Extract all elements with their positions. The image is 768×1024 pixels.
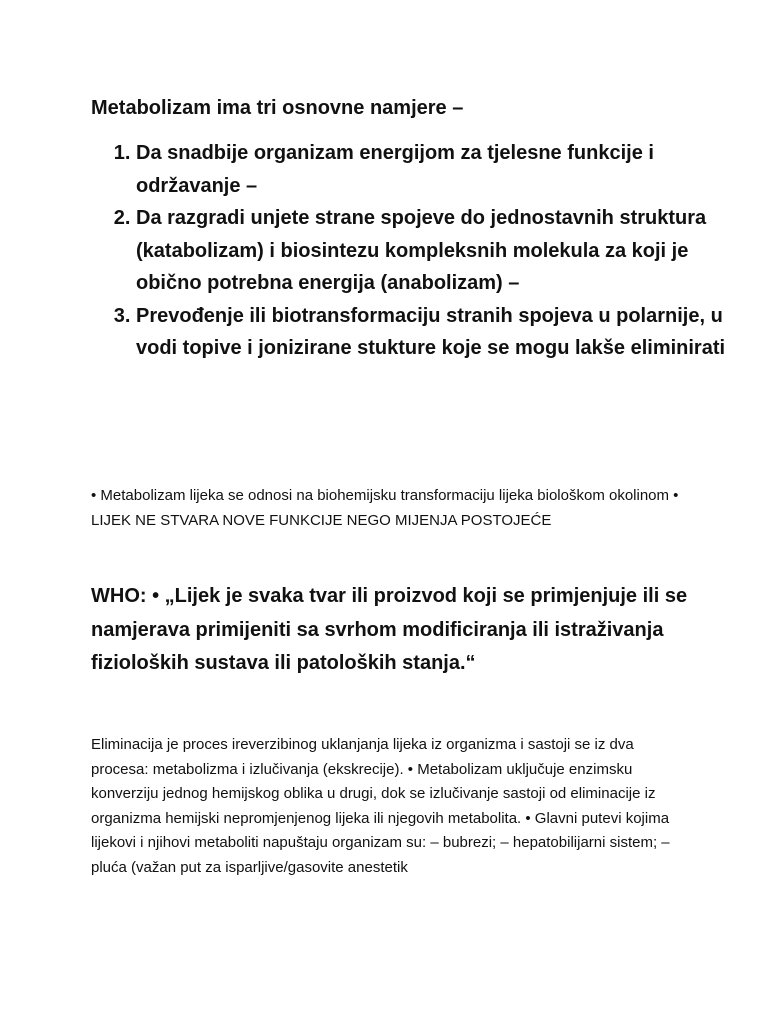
purposes-list: [91, 137, 736, 365]
elimination-paragraph: Eliminacija je proces ireverzibinog uklanjanja lijeka iz organizma i sastoji se iz dva procesa: metabolizma i izlučivanja (ekskrecije). • Metabolizam uključuje enzimsku konverziju jednog hemijskog oblika u drugi, dok se izlučivanje sastoji od eliminacije iz organizma hemijski nepromjenjenog lijeka ili njegovih metabolita. • Glavni putevi kojima lijekovi i njihovi metaboliti napuštaju organizam su: – bubrezi; – hepatobilijarni sistem; – pluća (važan put za isparljive/gasovite anestetik: [91, 736, 670, 876]
purpose-item-3: 3. Prevođenje ili biotransformaciju stranih spojeva u polarnije, u vodi topive i jonizirane stukture koje se mogu lakše eliminirati: [136, 300, 736, 365]
purpose-item-1: 1. Da snadbije organizam energijom za tjelesne funkcije i održavanje –: [136, 137, 736, 202]
who-definition-paragraph: WHO: • „Lijek je svaka tvar ili proizvod koji se primjenjuje ili se namjerava primijeniti sa svrhom modificiranja ili istraživanja fizioloških sustava ili patoloških stanja.“: [91, 585, 688, 674]
purpose-item-2: 2. Da razgradi unjete strane spojeve do jednostavnih struktura (katabolizam) i biosintezu kompleksnih molekula za koji je obično potrebna energija (anabolizam) –: [136, 202, 736, 300]
drug-metabolism-paragraph: • Metabolizam lijeka se odnosi na biohemijsku transformaciju lijeka biološkom okolinom • LIJEK NE STVARA NOVE FUNKCIJE NEGO MIJENJA POSTOJEĆE: [91, 487, 679, 529]
section-heading: Metabolizam ima tri osnovne namjere –: [91, 97, 464, 119]
